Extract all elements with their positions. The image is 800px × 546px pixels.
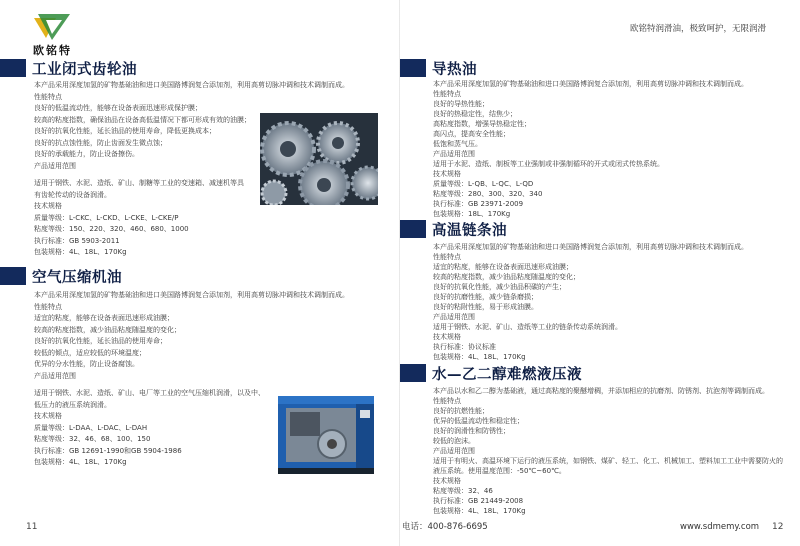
section-bar [400,59,426,77]
compressor-line: 产品适用范围 [34,371,76,380]
compressor-apply-text: 适用于钢铁、水泥、造纸、矿山、电厂等工业的空气压缩机润滑，以及中、低压力的液压系统润滑。 [34,389,265,409]
section-header-chain-oil [400,220,780,238]
gear-line: 产品适用范围 [34,161,76,170]
chain-line: 性能特点 [433,253,461,261]
heat-line: 执行标准：GB 23971-2009 [433,200,524,208]
compressor-line: 较低的倾点，适应较低的环境温度； [34,348,146,357]
chain-line: 良好的抗氧化性能，减少油品积碳的产生； [433,283,566,291]
compressor-spec: 质量等级：L-DAA、L-DAC、L-DAH [34,423,148,432]
chain-line: 包装规格：4L、18L、170Kg [433,353,526,361]
heat-line: 产品适用范围 [433,150,475,158]
compressor-spec: 粘度等级：32、46、68、100、150 [34,435,151,443]
glycol-line: 良好的润滑性和防锈性； [433,427,510,435]
compressor-photo [272,392,380,476]
section-title-glycol-fluid: 水—乙二醇难燃液压液 [432,366,582,383]
section-title-heat-oil: 导热油 [432,61,477,78]
gears-image [260,113,378,205]
gear-line: 良好的低温流动性，能够在设备表面迅速形成保护膜； [34,104,202,112]
section-bar [400,220,426,238]
compressor-line: 较高的粘度指数，减少油品粘度随温度的变化； [34,325,181,334]
chain-line: 较高的粘度指数，减少油品粘度随温度的变化； [433,273,580,281]
gear-line: 良好的承载能力，防止设备擦伤。 [34,150,139,158]
glycol-spec: 执行标准：GB 21449-2008 [433,497,524,505]
chain-line: 适宜的粘度，能够在设备表面迅速形成油膜； [433,263,573,271]
compressor-spec: 包装规格：4L、18L、170Kg [34,458,127,466]
gear-line: 良好的抗氧化性能，延长油品的使用寿命，降低更换成本； [34,127,216,135]
glycol-fluid-text [433,386,793,456]
heat-line: 良好的导热性能； [433,100,489,108]
chain-line: 执行标准：协议标准 [433,343,496,351]
compressor-line: 优异的分水性能，防止设备腐蚀。 [34,360,139,368]
section-bar [0,267,26,285]
compressor-line: 良好的抗氧化性能，延长油品的使用寿命； [34,337,167,345]
gear-spec: 技术规格 [34,202,62,210]
glycol-spec: 技术规格 [433,477,461,485]
chain-line: 技术规格 [433,333,461,341]
brand-name: 欧铭特 [33,44,72,57]
compressor-line: 适宜的粘度，能够在设备表面迅速形成油膜； [34,314,174,322]
compressor-oil-specs [34,411,264,469]
gear-line: 良好的抗点蚀性能，防止齿面发生微点蚀； [34,138,167,147]
gear-oil-specs [34,201,274,259]
heat-line: 本产品采用深度加氢的矿物基础油和进口美国路博润复合添加剂，利用高剪切脉冲调和技术调制而成。 [433,80,748,88]
footer-website[interactable]: www.sdmemy.com [680,522,760,532]
section-header-gear-oil [0,59,380,77]
section-bar [0,59,26,77]
glycol-line: 性能特点 [433,397,461,405]
chain-line: 产品适用范围 [433,313,475,321]
glycol-line: 产品适用范围 [433,447,475,455]
chain-line: 良好的粘附性能，易于形成油膜。 [433,303,538,311]
glycol-fluid-specs [433,476,673,516]
gear-spec: 包装规格：4L、18L、170Kg [34,248,127,256]
heat-oil-text [433,79,793,219]
section-bar [400,364,426,382]
brand-logo-icon [32,12,72,42]
gear-spec: 质量等级：L-CKC、L-CKD、L-CKE、L-CKE/P [34,213,179,222]
glycol-spec: 粘度等级：32、46 [433,487,493,495]
compressor-oil-apply [34,388,266,411]
brand-slogan: 欧铭特润滑油，极致呵护，无限润滑 [629,24,766,34]
heat-line: 良好的热稳定性，结焦少； [433,110,517,118]
compressor-line: 本产品采用深度加氢的矿物基础油和进口美国路博润复合添加剂，利用高剪切脉冲调和技术调制而成。 [34,291,349,299]
heat-line: 适用于水泥、造纸、制板等工业强制或非强制循环的开式或闭式传热系统。 [433,160,664,168]
section-header-glycol-fluid [400,364,780,382]
section-title-gear-oil: 工业闭式齿轮油 [32,61,137,78]
compressor-line: 性能特点 [34,302,62,311]
glycol-line: 良好的抗燃性能； [433,407,489,415]
glycol-line: 较低的泡沫。 [433,437,475,445]
gear-line: 较高的粘度指数，确保油品在设备高低温情况下都可形成有效的油膜； [34,115,251,124]
heat-line: 质量等级：L-QB、L-QC、L-QD [433,180,534,188]
gear-line: 本产品采用深度加氢的矿物基础油和进口美国路博润复合添加剂，利用高剪切脉冲调和技术调制而成。 [34,81,349,89]
page-number-left: 11 [26,522,38,532]
footer-phone: 电话：400-876-6695 [402,522,488,532]
glycol-line: 本产品以水和乙二醇为基础液，通过高粘度的聚醚增稠，并添加相应的抗磨剂、防锈剂、抗泡剂等调制而成。 [433,387,769,395]
section-header-heat-oil [400,59,780,77]
gear-spec: 执行标准：GB 5903-2011 [34,236,120,245]
section-header-compressor-oil [0,267,380,285]
heat-line: 低饱和蒸气压。 [433,140,482,148]
gear-spec: 粘度等级：150、220、320、460、680、1000 [34,225,189,233]
heat-line: 高闪点，提高安全性能； [433,130,510,138]
page-number-right: 12 [772,522,784,532]
glycol-fluid-apply [433,456,789,476]
glycol-apply-text: 适用于有明火、高温环境下运行的液压系统，如钢铁、煤矿、轻工、化工、机械加工、塑料加工工业中需要防火的液压系统。使用温度范围：-50℃~60℃。 [433,457,783,475]
right-page [400,0,800,546]
gear-apply-text: 适用于钢铁、水泥、造纸、矿山、制糖等工业的变速箱、减速机等具有齿轮传动的设备润滑。 [34,179,244,199]
compressor-image [272,392,380,476]
compressor-spec: 执行标准：GB 12691-1990和GB 5904-1986 [34,446,182,455]
compressor-oil-text [34,290,394,382]
section-title-chain-oil: 高温链条油 [432,222,507,239]
glycol-spec: 包装规格：4L、18L、170Kg [433,507,526,515]
gear-oil-apply [34,178,248,201]
compressor-spec: 技术规格 [34,412,62,420]
heat-line: 粘度等级：280、300、320、340 [433,190,543,198]
chain-line: 适用于钢铁、水泥、矿山、造纸等工业的链条传动系统润滑。 [433,323,622,331]
heat-line: 技术规格 [433,170,461,178]
section-title-compressor-oil: 空气压缩机油 [32,269,122,286]
chain-oil-text [433,242,793,362]
gear-line: 性能特点 [34,92,62,101]
heat-line: 性能特点 [433,90,461,98]
gears-photo [260,113,378,205]
glycol-line: 优异的低温流动性和稳定性； [433,417,524,425]
heat-line: 包装规格：18L、170Kg [433,210,511,218]
chain-line: 本产品采用深度加氢的矿物基础油和进口美国路博润复合添加剂，利用高剪切脉冲调和技术调制而成。 [433,243,748,251]
chain-line: 良好的抗磨性能，减少链条磨损； [433,293,538,301]
heat-line: 高粘度指数，增强导热稳定性； [433,120,531,128]
